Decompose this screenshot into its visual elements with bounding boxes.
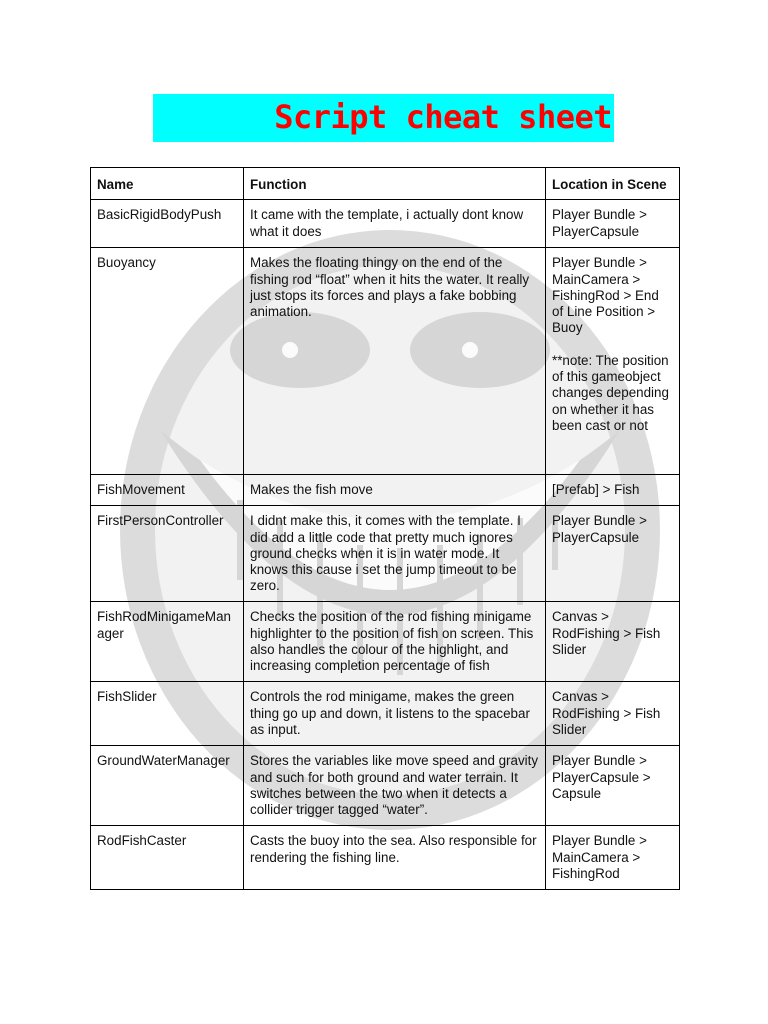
cell-location: Player Bundle > PlayerCapsule (546, 200, 680, 248)
cell-function: Stores the variables like move speed and gravity and such for both ground and water terrain. It switches between the two when it detects a collider trigger tagged “water”. (244, 746, 546, 826)
cell-function: Casts the buoy into the sea. Also responsible for rendering the fishing line. (244, 826, 546, 890)
location-text: Player Bundle > MainCamera > FishingRod > End of Line Position > Buoy (552, 255, 659, 336)
cell-function: Makes the fish move (244, 475, 546, 506)
cell-name: FishRodMinigameManager (91, 602, 244, 682)
header-name: Name (91, 168, 244, 200)
cell-location: [Prefab] > Fish (546, 475, 680, 506)
cell-location: Canvas > RodFishing > Fish Slider (546, 602, 680, 682)
script-table (90, 167, 680, 890)
cell-function: It came with the template, i actually dont know what it does (244, 200, 546, 248)
cell-name: Buoyancy (91, 248, 244, 475)
cell-function: Checks the position of the rod fishing minigame highlighter to the position of fish on screen. This also handles the colour of the highlight, and increasing completion percentage of fish (244, 602, 546, 682)
table-row (91, 248, 680, 475)
table-row (91, 682, 680, 746)
table-row (91, 826, 680, 890)
cell-name: BasicRigidBodyPush (91, 200, 244, 248)
table-row (91, 506, 680, 602)
cell-location: Player Bundle > PlayerCapsule > Capsule (546, 746, 680, 826)
cell-function: Controls the rod minigame, makes the green thing go up and down, it listens to the spacebar as input. (244, 682, 546, 746)
cell-name: FishMovement (91, 475, 244, 506)
cell-name: RodFishCaster (91, 826, 244, 890)
cell-location: Player Bundle > PlayerCapsule (546, 506, 680, 602)
cell-name: FirstPersonController (91, 506, 244, 602)
table-row (91, 746, 680, 826)
page-title: Script cheat sheet (274, 98, 612, 136)
table-row (91, 200, 680, 248)
cell-location (546, 248, 680, 475)
table-row (91, 475, 680, 506)
header-location: Location in Scene (546, 168, 680, 200)
cell-function: Makes the floating thingy on the end of the fishing rod “float” when it hits the water. It really just stops its forces and plays a fake bobbing animation. (244, 248, 546, 475)
cell-name: GroundWaterManager (91, 746, 244, 826)
location-note: **note: The position of this gameobject changes depending on whether it has been cast or not (552, 352, 669, 433)
title-banner (153, 94, 614, 142)
table-header-row (91, 168, 680, 200)
cell-location: Player Bundle > MainCamera > FishingRod (546, 826, 680, 890)
header-function: Function (244, 168, 546, 200)
cell-name: FishSlider (91, 682, 244, 746)
cell-function: I didnt make this, it comes with the template. I did add a little code that pretty much ignores ground checks when it is in water mode. It knows this cause i set the jump timeout to be zero. (244, 506, 546, 602)
cell-location: Canvas > RodFishing > Fish Slider (546, 682, 680, 746)
table-row (91, 602, 680, 682)
